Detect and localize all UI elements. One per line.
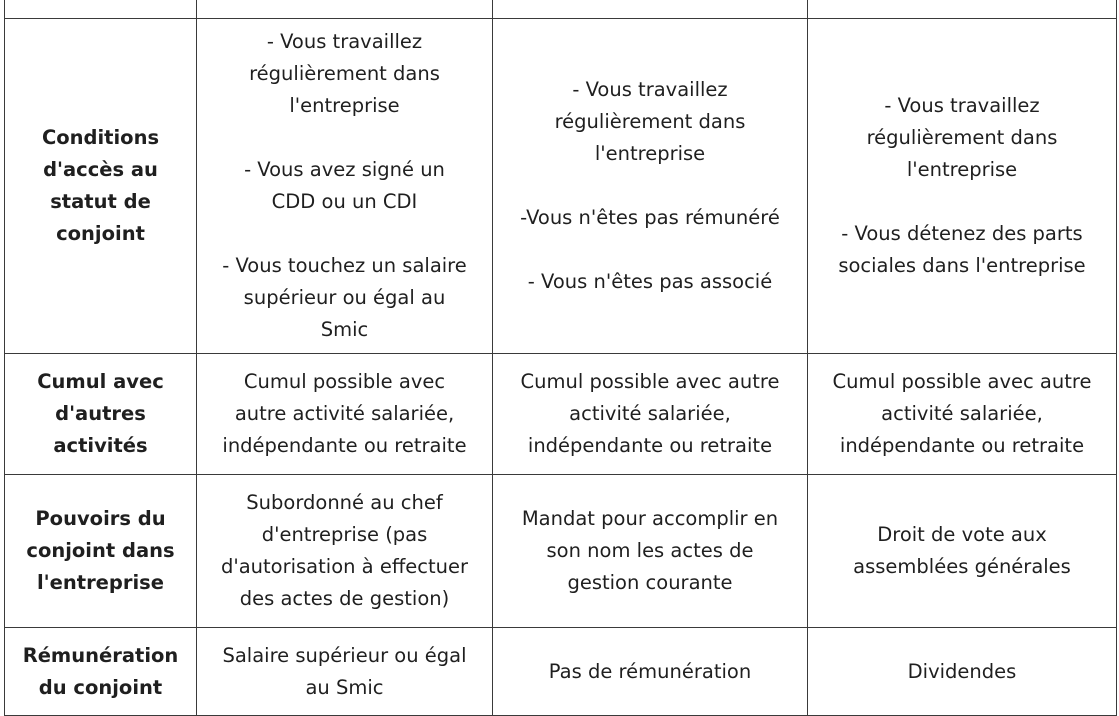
table-cell: - Vous travaillez régulièrement dans l'entreprise -Vous n'êtes pas rémunéré - Vous n'êtes pas associé bbox=[493, 19, 808, 354]
table-row-conditions bbox=[5, 19, 1117, 354]
table-cell: Cumul possible avec autre activité salariée, indépendante ou retraite bbox=[493, 354, 808, 475]
row-header-remuneration: Rémunération du conjoint bbox=[5, 628, 197, 716]
comparison-table bbox=[4, 0, 1117, 716]
row-header-pouvoirs: Pouvoirs du conjoint dans l'entreprise bbox=[5, 475, 197, 628]
row-header-conditions: Conditions d'accès au statut de conjoint bbox=[5, 19, 197, 354]
table-cell bbox=[808, 0, 1117, 19]
table-cell bbox=[493, 0, 808, 19]
table-cell: Dividendes bbox=[808, 628, 1117, 716]
table-cell bbox=[197, 0, 493, 19]
table-row-cut-off bbox=[5, 0, 1117, 19]
table-cell: - Vous travaillez régulièrement dans l'entreprise - Vous détenez des parts sociales dans l'entreprise bbox=[808, 19, 1117, 354]
table-cell: Cumul possible avec autre activité salariée, indépendante ou retraite bbox=[808, 354, 1117, 475]
table-row-pouvoirs bbox=[5, 475, 1117, 628]
table-cell: - Vous travaillez régulièrement dans l'entreprise - Vous avez signé un CDD ou un CDI - Vous touchez un salaire supérieur ou égal au Smic bbox=[197, 19, 493, 354]
table-cell: Cumul possible avec autre activité salariée, indépendante ou retraite bbox=[197, 354, 493, 475]
table-cell bbox=[5, 0, 197, 19]
table-row-remuneration bbox=[5, 628, 1117, 716]
table-row-cumul bbox=[5, 354, 1117, 475]
table-cell: Droit de vote aux assemblées générales bbox=[808, 475, 1117, 628]
row-header-cumul: Cumul avec d'autres activités bbox=[5, 354, 197, 475]
table-cell: Pas de rémunération bbox=[493, 628, 808, 716]
table-cell: Subordonné au chef d'entreprise (pas d'autorisation à effectuer des actes de gestion) bbox=[197, 475, 493, 628]
table-cell: Mandat pour accomplir en son nom les actes de gestion courante bbox=[493, 475, 808, 628]
table-cell: Salaire supérieur ou égal au Smic bbox=[197, 628, 493, 716]
